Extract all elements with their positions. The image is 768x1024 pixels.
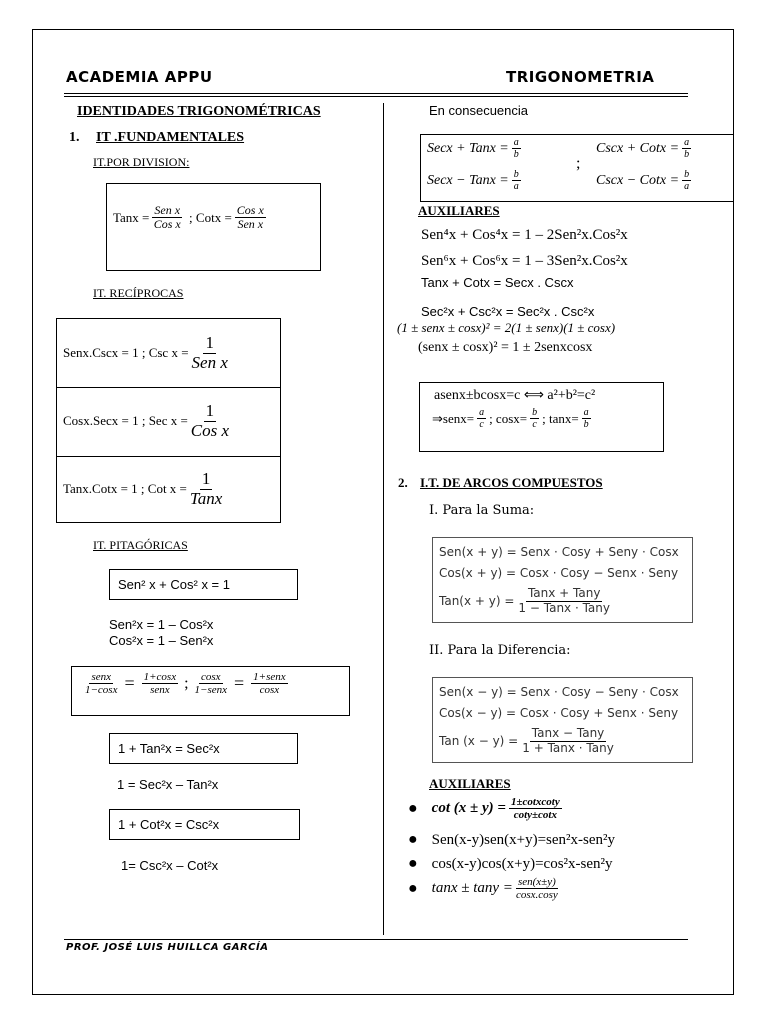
tan-fraction: $\frac{\text{Sen x}}{\text{Cos x}}$ — [153, 203, 181, 232]
pythagorean-3a: 1= Csc²x – Cot²x — [121, 858, 219, 873]
aux-line-1: Sen⁴x + Cos⁴x = 1 – 2Sen²x.Cos²x — [421, 227, 628, 243]
footer-author: PROF. JOSÉ LUIS HUILLCA GARCÍA — [66, 942, 269, 953]
suma-label: I. Para la Suma: — [429, 503, 535, 518]
division-box — [106, 183, 321, 271]
pythagorean-1a: Sen²x = 1 – Cos²x — [109, 617, 214, 632]
dif-sen: Sen(x − y) = Senx · Cosy − Seny · Cosx — [439, 684, 679, 699]
cons-row: Secx + Tanx = $\frac{a}{b}$ — [427, 137, 519, 160]
reciprocal-row: Senx.Cscx = 1 ; Csc x = $\frac{1}{\text{Sen x}}$ — [63, 332, 228, 372]
auxiliares-heading-1: AUXILIARES — [418, 203, 500, 218]
header-right: TRIGONOMETRIA — [506, 68, 655, 86]
section-1-number: 1. — [69, 130, 80, 145]
abc-box — [419, 382, 664, 452]
section-title: IDENTIDADES TRIGONOMÉTRICAS — [77, 104, 321, 119]
aux-line-5: (1 ± senx ± cosx)² = 2(1 ± senx)(1 ± cosx) — [397, 320, 616, 335]
bullet-icon: ● — [408, 831, 418, 848]
cot-fraction: $\frac{\text{Cos x}}{\text{Sen x}}$ — [236, 203, 264, 232]
bullet-item-cot: ● cot (x ± y) = $\frac{\text{1±cotxcoty}}{\cot y\pm\cot x}$ — [408, 796, 560, 822]
pythagorean-1b: Cos²x = 1 – Sen²x — [109, 633, 214, 648]
cot-lhs: ; Cotx = — [189, 209, 232, 225]
suma-sen: Sen(x + y) = Senx · Cosy + Seny · Cosx — [439, 544, 679, 559]
aux-line-3: Tanx + Cotx = Secx . Cscx — [421, 275, 574, 290]
diferencia-label: II. Para la Diferencia: — [429, 643, 571, 658]
aux-line-2: Sen⁶x + Cos⁶x = 1 – 3Sen²x.Cos²x — [421, 253, 628, 269]
pythagorean-box-1: Sen² x + Cos² x = 1 — [109, 569, 298, 600]
consecuencia-label: En consecuencia — [429, 103, 529, 118]
bullet-icon: ● — [408, 799, 418, 817]
abc-line-1: asenx±bcosx=c ⟺ a²+b²=c² — [434, 388, 596, 403]
pythagorean-box-3: 1 + Cot²x = Csc²x — [109, 809, 300, 840]
bullet-icon: ● — [408, 855, 418, 872]
reciprocal-row: Tanx.Cotx = 1 ; Cot x = $\frac{1}{\text{Tanx}}$ — [63, 468, 223, 508]
header-rule-2 — [64, 96, 688, 97]
reciprocas-divider-2 — [57, 456, 280, 457]
subheading-pitagoricas: IT. PITAGÓRICAS — [93, 538, 188, 552]
pythagorean-box-2: 1 + Tan²x = Sec²x — [109, 733, 298, 764]
header-rule-1 — [64, 93, 688, 94]
column-divider — [383, 103, 384, 935]
auxiliares-heading-2: AUXILIARES — [429, 776, 511, 791]
ratio-box: $\frac{\text{senx}}{1-\cos x}$ = $\frac{1+\cos x}{\text{senx}}$ ; $\frac{\cos x}{\text{1−senx}}$ = $\frac{\text{1+senx}}{\cos x}$ — [71, 666, 350, 716]
section-1-title: IT .FUNDAMENTALES — [96, 130, 245, 145]
subheading-por-division: IT.POR DIVISION: — [93, 155, 190, 169]
bullet-item-tan-sum: ● tanx ± tany = $\frac{\text{sen(x±y)}}{\cos x.\cos y}$ — [408, 876, 558, 902]
dif-cos: Cos(x − y) = Cosx · Cosy + Senx · Seny — [439, 705, 679, 720]
footer-rule — [64, 939, 688, 940]
cons-row: Cscx + Cotx = $\frac{a}{b}$ — [596, 137, 690, 160]
aux-line-6: (senx ± cosx)² = 1 ± 2senxcosx — [418, 340, 593, 355]
abc-line-2: ⇒senx= $\frac{a}{c}$ ; cosx= $\frac{b}{c}$ ; tanx= $\frac{a}{b}$ — [432, 407, 589, 430]
header-left: ACADEMIA APPU — [66, 68, 213, 86]
diferencia-box — [432, 677, 693, 763]
cons-row: Cscx − Cotx = $\frac{b}{a}$ — [596, 169, 690, 192]
section-2-number: 2. — [398, 475, 408, 490]
section-2-title: I.T. DE ARCOS COMPUESTOS — [420, 475, 603, 490]
bullet-icon: ● — [408, 879, 418, 897]
subheading-reciprocas: IT. RECÍPROCAS — [93, 286, 184, 300]
reciprocal-row: Cosx.Secx = 1 ; Sec x = $\frac{1}{\text{Cos x}}$ — [63, 400, 230, 440]
dif-tan: Tan (x − y) = $\frac{\text{Tanx − Tany}}{\text{1 + Tanx · Tany}}$ — [439, 726, 614, 755]
consecuencia-box — [420, 134, 734, 202]
cons-row: Secx − Tanx = $\frac{b}{a}$ — [427, 169, 519, 192]
bullet-item-cos-product: ● cos(x-y)cos(x+y)=cos²x-sen²y — [408, 855, 613, 872]
tan-lhs: Tanx = — [113, 209, 150, 225]
reciprocas-divider-1 — [57, 387, 280, 388]
suma-box — [432, 537, 693, 623]
suma-cos: Cos(x + y) = Cosx · Cosy − Senx · Seny — [439, 565, 679, 580]
cons-semicolon: ; — [576, 155, 581, 172]
bullet-item-sen-product: ● Sen(x-y)sen(x+y)=sen²x-sen²y — [408, 831, 616, 848]
suma-tan: Tan(x + y) = $\frac{\text{Tanx + Tany}}{\text{1 − Tanx · Tany}}$ — [439, 586, 610, 615]
reciprocas-box — [56, 318, 281, 523]
aux-line-4: Sec²x + Csc²x = Sec²x . Csc²x — [421, 304, 595, 319]
pythagorean-2a: 1 = Sec²x – Tan²x — [117, 777, 219, 792]
